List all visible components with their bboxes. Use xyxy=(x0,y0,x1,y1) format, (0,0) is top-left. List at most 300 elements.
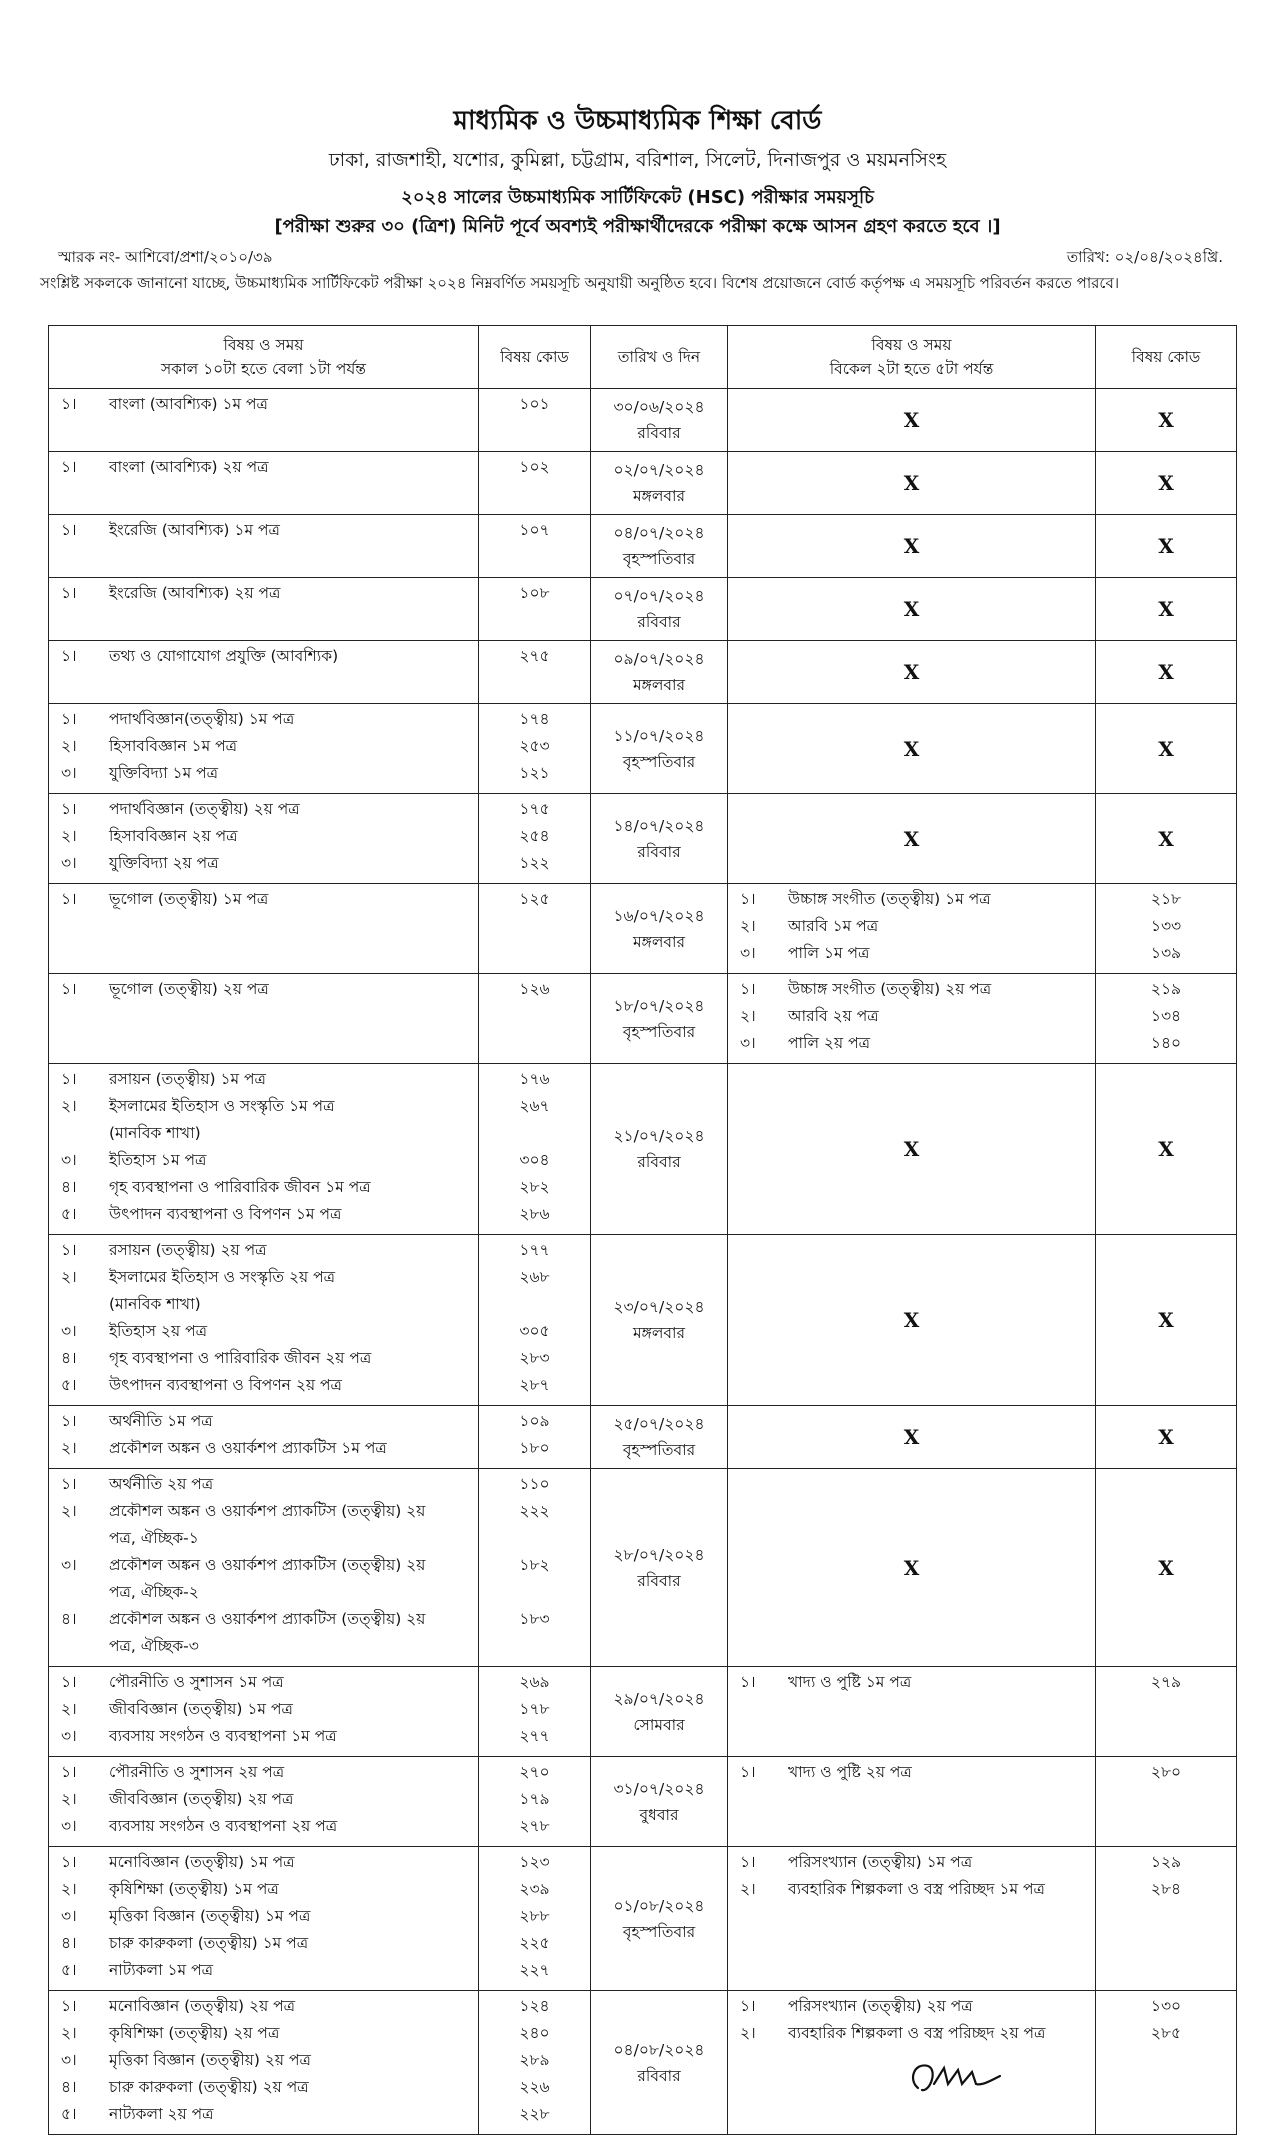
subject-name: জীববিজ্ঞান (তত্ত্বীয়) ২য় পত্র xyxy=(109,1790,294,1808)
morning-codes-cell xyxy=(479,794,591,884)
subject-item xyxy=(732,1030,1091,1057)
subject-code: ২২২ xyxy=(519,1502,550,1520)
code2-header: বিষয় কোড xyxy=(1096,326,1237,389)
subject-item xyxy=(53,1291,474,1318)
morning-subjects-cell xyxy=(49,641,479,704)
subject-item xyxy=(53,1264,474,1291)
exam-day: মঙ্গলবার xyxy=(632,932,686,951)
subject-item xyxy=(732,1759,1091,1786)
subject-name: জীববিজ্ঞান (তত্ত্বীয়) ১ম পত্র xyxy=(109,1700,293,1718)
afternoon-codes-cell xyxy=(1096,1757,1237,1847)
subject-code: ১৪০ xyxy=(1150,1034,1182,1052)
subject-code: ২১৯ xyxy=(1150,980,1182,998)
exam-day: সোমবার xyxy=(633,1715,685,1734)
item-number: ৫। xyxy=(61,1205,77,1223)
subject-name: ইসলামের ইতিহাস ও সংস্কৃতি ২য় পত্র xyxy=(109,1268,336,1286)
exam-day: বৃহস্পতিবার xyxy=(622,550,696,568)
exam-date: ০৪/০৭/২০২৪ xyxy=(613,524,705,542)
exam-date: ২৫/০৭/২০২৪ xyxy=(613,1415,705,1433)
afternoon-code-none-mark: X xyxy=(1096,452,1237,515)
subject-name: আরবি ১ম পত্র xyxy=(788,917,879,935)
afternoon-none-mark: X xyxy=(728,641,1096,704)
subject-item xyxy=(53,1930,474,1957)
item-number xyxy=(53,1525,109,1552)
item-number xyxy=(53,1120,109,1147)
date-header: তারিখ ও দিন xyxy=(591,326,728,389)
subject-item xyxy=(53,1759,474,1786)
exam-day: রবিবার xyxy=(637,424,681,442)
subject-name: মনোবিজ্ঞান (তত্ত্বীয়) ১ম পত্র xyxy=(109,1853,295,1871)
date-cell xyxy=(591,641,728,704)
exam-date: ০৯/০৭/২০২৪ xyxy=(613,650,705,668)
afternoon-subjects-cell xyxy=(728,1667,1096,1757)
morning-codes-cell xyxy=(479,1406,591,1469)
subject-name: পদার্থবিজ্ঞান (তত্ত্বীয়) ২য় পত্র xyxy=(109,800,300,818)
subject-item xyxy=(53,1174,474,1201)
subject-name: পৌরনীতি ও সুশাসন ১ম পত্র xyxy=(109,1673,284,1691)
morning-subjects-cell xyxy=(49,1757,479,1847)
afternoon-header xyxy=(728,326,1096,389)
subject-code: ২৩৯ xyxy=(519,1880,550,1898)
subject-code: ১৭৮ xyxy=(519,1700,550,1718)
subject-code: ১৮৩ xyxy=(519,1610,550,1628)
item-number: ২। xyxy=(61,1790,77,1808)
date-cell xyxy=(591,389,728,452)
table-row xyxy=(49,452,1237,515)
afternoon-none-mark: X xyxy=(728,452,1096,515)
subject-name: পালি ১ম পত্র xyxy=(788,944,870,962)
afternoon-none-mark: X xyxy=(728,794,1096,884)
subject-item xyxy=(53,1957,474,1984)
item-number: ২। xyxy=(61,737,77,755)
subject-code: ১১০ xyxy=(519,1475,550,1493)
item-number: ২। xyxy=(61,827,77,845)
exam-day: রবিবার xyxy=(637,842,681,861)
date-cell xyxy=(591,884,728,974)
subject-code: ১০৭ xyxy=(519,521,550,539)
subject-code: ২৭৫ xyxy=(519,647,550,665)
subject-code: ১৩৩ xyxy=(1150,917,1182,935)
intro-paragraph: সংশ্লিষ্ট সকলকে জানানো যাচ্ছে, উচ্চমাধ্যমিক সার্টিফিকেট পরীক্ষা ২০২৪ নিম্নবর্ণিত সময়সূচি অনুযায়ী অনুষ্ঠিত হবে। বিশেষ প্রয়োজনে বোর্ড কর্তৃপক্ষ এ সময়সূচি পরিবর্তন করতে পারবে। xyxy=(40,274,1120,292)
afternoon-code-none-mark: X xyxy=(1096,389,1237,452)
morning-subjects-cell xyxy=(49,1064,479,1235)
item-number xyxy=(53,1291,109,1318)
subject-item xyxy=(53,1471,474,1498)
subject-name: প্রকৌশল অঙ্কন ও ওয়ার্কশপ প্র্যাকটিস (তত্ত্বীয়) ২য় xyxy=(109,1556,426,1574)
item-number: ২। xyxy=(740,917,756,935)
subject-code: ১২৬ xyxy=(519,980,550,998)
morning-codes-cell xyxy=(479,1847,591,1991)
item-number: ৩। xyxy=(61,1322,77,1340)
subject-item xyxy=(732,1849,1091,1876)
subject-name: হিসাববিজ্ঞান ২য় পত্র xyxy=(109,827,238,845)
exam-day: রবিবার xyxy=(637,1571,681,1590)
exam-date: ২৯/০৭/২০২৪ xyxy=(613,1689,705,1708)
subject-item xyxy=(53,1606,474,1633)
date-cell xyxy=(591,1667,728,1757)
subject-name: ইংরেজি (আবশ্যিক) ২য় পত্র xyxy=(109,584,281,602)
morning-subjects-cell xyxy=(49,1667,479,1757)
subject-code: ২২৭ xyxy=(519,1961,550,1979)
subject-item xyxy=(53,454,474,481)
afternoon-none-mark: X xyxy=(728,515,1096,578)
subject-code: ২২৬ xyxy=(519,2078,550,2096)
exam-date: ৩০/০৬/২০২৪ xyxy=(613,398,705,416)
afternoon-codes-cell xyxy=(1096,884,1237,974)
subject-item xyxy=(53,580,474,607)
subject-code: ২৫৪ xyxy=(519,827,550,845)
subject-item xyxy=(53,2101,474,2128)
afternoon-codes-cell xyxy=(1096,1667,1237,1757)
subject-code: ১৭৫ xyxy=(519,800,550,818)
exam-day: রবিবার xyxy=(637,2066,681,2085)
item-number: ৩। xyxy=(61,1556,77,1574)
item-number: ১। xyxy=(61,980,77,998)
exam-date: ২৩/০৭/২০২৪ xyxy=(613,1298,705,1316)
subject-code: ২৮০ xyxy=(1150,1763,1182,1781)
schedule-table xyxy=(48,325,1237,2135)
subject-code: ২৫৩ xyxy=(519,737,550,755)
subject-code: ১২২ xyxy=(519,854,550,872)
exam-day: বৃহস্পতিবার xyxy=(622,752,696,771)
exam-date: ২১/০৭/২০২৪ xyxy=(613,1127,705,1145)
subject-item xyxy=(53,1525,474,1552)
date-cell xyxy=(591,794,728,884)
morning-codes-cell xyxy=(479,1757,591,1847)
subject-name: প্রকৌশল অঙ্কন ও ওয়ার্কশপ প্র্যাকটিস (তত্ত্বীয়) ২য় xyxy=(109,1610,426,1628)
exam-date: ১৬/০৭/২০২৪ xyxy=(613,906,705,925)
subject-name: মৃত্তিকা বিজ্ঞান (তত্ত্বীয়) ১ম পত্র xyxy=(109,1907,311,1925)
afternoon-code-none-mark: X xyxy=(1096,794,1237,884)
table-row xyxy=(49,578,1237,641)
subject-code: ১২৩ xyxy=(519,1853,550,1871)
subject-name: উৎপাদন ব্যবস্থাপনা ও বিপণন ১ম পত্র xyxy=(109,1205,342,1223)
subject-name: উচ্চাঙ্গ সংগীত (তত্ত্বীয়) ২য় পত্র xyxy=(788,980,992,998)
exam-date: ১৪/০৭/২০২৪ xyxy=(613,816,705,835)
subject-code xyxy=(483,1525,586,1552)
item-number: ৩। xyxy=(61,764,77,782)
subject-item xyxy=(53,1723,474,1750)
subject-item xyxy=(53,517,474,544)
subject-code: ২৮৫ xyxy=(1150,2024,1182,2042)
memo-date: তারিখ: ০২/০৪/২০২৪খ্রি. xyxy=(1066,248,1223,266)
morning-subjects-cell xyxy=(49,452,479,515)
afternoon-none-mark: X xyxy=(728,1235,1096,1406)
item-number: ২। xyxy=(61,2024,77,2042)
subject-name: বাংলা (আবশ্যিক) ১ম পত্র xyxy=(109,395,268,413)
exam-title: ২০২৪ সালের উচ্চমাধ্যমিক সার্টিফিকেট (HSC) পরীক্ষার সময়সূচি xyxy=(401,187,874,208)
item-number: ৩। xyxy=(61,1727,77,1745)
exam-day: বৃহস্পতিবার xyxy=(622,1022,696,1041)
date-cell xyxy=(591,1469,728,1667)
subject-item xyxy=(53,796,474,823)
item-number: ২। xyxy=(740,2024,756,2042)
date-cell xyxy=(591,704,728,794)
morning-subjects-cell xyxy=(49,515,479,578)
item-number: ১। xyxy=(740,1997,756,2015)
item-number: ২। xyxy=(61,1097,77,1115)
item-number: ১। xyxy=(61,521,77,539)
subject-name: খাদ্য ও পুষ্টি ২য় পত্র xyxy=(788,1763,912,1781)
afternoon-code-none-mark: X xyxy=(1096,578,1237,641)
morning-subjects-cell xyxy=(49,1847,479,1991)
subject-code: ২৪০ xyxy=(519,2024,550,2042)
morning-codes-cell xyxy=(479,884,591,974)
date-cell xyxy=(591,1991,728,2135)
exam-day: বুধবার xyxy=(639,1805,679,1824)
item-number xyxy=(53,1633,109,1660)
table-row xyxy=(49,1757,1237,1847)
subject-item xyxy=(732,1003,1091,1030)
table-row xyxy=(49,794,1237,884)
item-number: ১। xyxy=(61,1412,77,1430)
exam-day: বৃহস্পতিবার xyxy=(622,1922,696,1941)
subject-name: গৃহ ব্যবস্থাপনা ও পারিবারিক জীবন ২য় পত্র xyxy=(109,1349,372,1367)
subject-name: প্রকৌশল অঙ্কন ও ওয়ার্কশপ প্র্যাকটিস ১ম পত্র xyxy=(109,1439,387,1457)
morning-codes-cell xyxy=(479,389,591,452)
subject-item xyxy=(732,886,1091,913)
subject-code: ২৮৭ xyxy=(519,1376,550,1394)
date-cell xyxy=(591,1757,728,1847)
subject-item xyxy=(53,2020,474,2047)
item-number: ৪। xyxy=(61,1934,77,1952)
subject-name: পরিসংখ্যান (তত্ত্বীয়) ২য় পত্র xyxy=(788,1997,973,2015)
subject-name: যুক্তিবিদ্যা ১ম পত্র xyxy=(109,764,219,782)
subject-code: ৩০৪ xyxy=(519,1151,550,1169)
morning-codes-cell xyxy=(479,452,591,515)
subject-item xyxy=(53,1120,474,1147)
subject-name: কৃষিশিক্ষা (তত্ত্বীয়) ১ম পত্র xyxy=(109,1880,279,1898)
exam-date: ১৮/০৭/২০২৪ xyxy=(613,996,705,1015)
item-number: ২। xyxy=(61,1439,77,1457)
subject-code: ১৩০ xyxy=(1150,1997,1182,2015)
afternoon-code-none-mark: X xyxy=(1096,641,1237,704)
morning-subjects-cell xyxy=(49,578,479,641)
morning-codes-cell xyxy=(479,704,591,794)
morning-codes-cell xyxy=(479,578,591,641)
afternoon-subjects-cell xyxy=(728,974,1096,1064)
item-number: ১। xyxy=(740,890,756,908)
exam-date: ৩১/০৭/২০২৪ xyxy=(613,1779,705,1798)
table-row xyxy=(49,1406,1237,1469)
subject-name: ব্যবহারিক শিল্পকলা ও বস্ত্র পরিচ্ছদ ১ম পত্র xyxy=(788,1880,1045,1898)
item-number: ১। xyxy=(61,1997,77,2015)
item-number: ৩। xyxy=(61,2051,77,2069)
subject-item xyxy=(53,1696,474,1723)
subject-item xyxy=(732,2020,1091,2047)
subject-item xyxy=(53,1372,474,1399)
date-cell xyxy=(591,974,728,1064)
afternoon-code-none-mark: X xyxy=(1096,1235,1237,1406)
table-row xyxy=(49,1064,1237,1235)
subject-item xyxy=(53,1345,474,1372)
subject-name: ইসলামের ইতিহাস ও সংস্কৃতি ১ম পত্র xyxy=(109,1097,335,1115)
subject-name: মনোবিজ্ঞান (তত্ত্বীয়) ২য় পত্র xyxy=(109,1997,296,2015)
subject-code: ২৮৬ xyxy=(519,1205,550,1223)
afternoon-code-none-mark: X xyxy=(1096,1469,1237,1667)
exam-day: মঙ্গলবার xyxy=(632,676,686,694)
morning-codes-cell xyxy=(479,1064,591,1235)
afternoon-code-none-mark: X xyxy=(1096,1064,1237,1235)
subject-name: প্রকৌশল অঙ্কন ও ওয়ার্কশপ প্র্যাকটিস (তত্ত্বীয়) ২য় xyxy=(109,1502,426,1520)
item-number: ২। xyxy=(61,1268,77,1286)
subject-item xyxy=(53,1147,474,1174)
subject-code: ১০১ xyxy=(519,395,550,413)
subject-code: ১০২ xyxy=(519,458,550,476)
memo-reference: স্মারক নং- আশিবো/প্রশা/২০১০/৩৯ xyxy=(58,248,273,266)
item-number: ১। xyxy=(61,800,77,818)
exam-date: ০৪/০৮/২০২৪ xyxy=(613,2040,705,2059)
subject-item xyxy=(53,1498,474,1525)
morning-subjects-cell xyxy=(49,704,479,794)
subject-code: ১৩৪ xyxy=(1150,1007,1182,1025)
subject-item xyxy=(53,1237,474,1264)
morning-subjects-cell xyxy=(49,1469,479,1667)
subject-name: মৃত্তিকা বিজ্ঞান (তত্ত্বীয়) ২য় পত্র xyxy=(109,2051,311,2069)
item-number: ১। xyxy=(61,710,77,728)
afternoon-codes-cell xyxy=(1096,1847,1237,1991)
morning-header-line1: বিষয় ও সময় xyxy=(223,336,304,354)
afternoon-none-mark: X xyxy=(728,1064,1096,1235)
exam-date: ১১/০৭/২০২৪ xyxy=(613,726,705,745)
subject-code xyxy=(483,1633,586,1660)
afternoon-none-mark: X xyxy=(728,1469,1096,1667)
subject-name: অর্থনীতি ১ম পত্র xyxy=(109,1412,213,1430)
subject-code: ৩০৫ xyxy=(519,1322,550,1340)
subject-code: ২২৮ xyxy=(519,2105,550,2123)
subject-name: বাংলা (আবশ্যিক) ২য় পত্র xyxy=(109,458,269,476)
subject-code: ২৮৮ xyxy=(519,1907,550,1925)
subject-code: ১২৪ xyxy=(519,1997,550,2015)
schedule-body xyxy=(49,389,1237,2135)
item-number: ১। xyxy=(61,1475,77,1493)
subject-item xyxy=(53,1849,474,1876)
item-number xyxy=(53,1579,109,1606)
subject-item xyxy=(53,1093,474,1120)
subject-name: ইংরেজি (আবশ্যিক) ১ম পত্র xyxy=(109,521,280,539)
subject-item xyxy=(53,886,474,913)
subject-name: ইতিহাস ২য় পত্র xyxy=(109,1322,207,1340)
item-number: ১। xyxy=(61,1763,77,1781)
subject-code: ২১৮ xyxy=(1150,890,1182,908)
subject-name: ব্যবসায় সংগঠন ও ব্যবস্থাপনা ২য় পত্র xyxy=(109,1817,338,1835)
morning-codes-cell xyxy=(479,1469,591,1667)
morning-subjects-cell xyxy=(49,884,479,974)
subject-name: (মানবিক শাখা) xyxy=(109,1295,201,1313)
date-cell xyxy=(591,1064,728,1235)
subject-code: ১৭৬ xyxy=(519,1070,550,1088)
subject-code: ২৬৭ xyxy=(519,1097,550,1115)
subject-name: চারু কারুকলা (তত্ত্বীয়) ১ম পত্র xyxy=(109,1934,309,1952)
exam-date: ০১/০৮/২০২৪ xyxy=(613,1896,705,1915)
exam-day: মঙ্গলবার xyxy=(632,487,686,505)
subject-name: রসায়ন (তত্ত্বীয়) ২য় পত্র xyxy=(109,1241,267,1259)
subject-item xyxy=(53,1408,474,1435)
subject-name: নাট্যকলা ১ম পত্র xyxy=(109,1961,214,1979)
subject-item xyxy=(53,1579,474,1606)
exam-instruction: [পরীক্ষা শুরুর ৩০ (ত্রিশ) মিনিট পূর্বে অবশ্যই পরীক্ষার্থীদেরকে পরীক্ষা কক্ষে আসন গ্রহণ করতে হবে ।] xyxy=(274,216,1001,237)
subject-code: ১৭৭ xyxy=(519,1241,550,1259)
subject-name: গৃহ ব্যবস্থাপনা ও পারিবারিক জীবন ১ম পত্র xyxy=(109,1178,371,1196)
afternoon-subjects-cell xyxy=(728,1847,1096,1991)
exam-date: ০৭/০৭/২০২৪ xyxy=(613,587,705,605)
item-number: ৪। xyxy=(61,1178,77,1196)
boards-list: ঢাকা, রাজশাহী, যশোর, কুমিল্লা, চট্টগ্রাম, বরিশাল, সিলেট, দিনাজপুর ও ময়মনসিংহ xyxy=(328,149,947,171)
table-row xyxy=(49,515,1237,578)
subject-item xyxy=(53,1903,474,1930)
afternoon-none-mark: X xyxy=(728,704,1096,794)
morning-subjects-cell xyxy=(49,1235,479,1406)
subject-code xyxy=(483,1120,586,1147)
item-number: ২। xyxy=(61,1502,77,1520)
item-number: ৩। xyxy=(740,1034,756,1052)
morning-subjects-cell xyxy=(49,1406,479,1469)
subject-item xyxy=(53,1318,474,1345)
morning-subjects-cell xyxy=(49,794,479,884)
morning-codes-cell xyxy=(479,641,591,704)
subject-name: উৎপাদন ব্যবস্থাপনা ও বিপণন ২য় পত্র xyxy=(109,1376,342,1394)
subject-name: রসায়ন (তত্ত্বীয়) ১ম পত্র xyxy=(109,1070,266,1088)
date-cell xyxy=(591,452,728,515)
item-number: ১। xyxy=(740,1853,756,1871)
item-number: ৫। xyxy=(61,1376,77,1394)
table-row xyxy=(49,884,1237,974)
subject-name: ভূগোল (তত্ত্বীয়) ১ম পত্র xyxy=(109,890,269,908)
item-number: ১। xyxy=(61,395,77,413)
subject-name: পরিসংখ্যান (তত্ত্বীয়) ১ম পত্র xyxy=(788,1853,973,1871)
item-number: ১। xyxy=(61,1241,77,1259)
item-number: ৩। xyxy=(740,944,756,962)
subject-item xyxy=(53,733,474,760)
subject-name: পত্র, ঐচ্ছিক-৩ xyxy=(109,1637,199,1655)
subject-code: ১৭৯ xyxy=(519,1790,550,1808)
item-number: ৪। xyxy=(61,2078,77,2096)
afternoon-header-line2: বিকেল ২টা হতে ৫টা পর্যন্ত xyxy=(829,360,994,378)
subject-item xyxy=(732,1993,1091,2020)
subject-item xyxy=(53,391,474,418)
subject-item xyxy=(53,1786,474,1813)
subject-code: ১৮২ xyxy=(519,1556,550,1574)
subject-item xyxy=(53,760,474,787)
subject-name: নাট্যকলা ২য় পত্র xyxy=(109,2105,214,2123)
afternoon-code-none-mark: X xyxy=(1096,515,1237,578)
subject-code: ২৮৪ xyxy=(1150,1880,1182,1898)
subject-name: পত্র, ঐচ্ছিক-১ xyxy=(109,1529,199,1547)
subject-item xyxy=(53,1201,474,1228)
item-number: ২। xyxy=(740,1880,756,1898)
subject-name: (মানবিক শাখা) xyxy=(109,1124,201,1142)
subject-item xyxy=(53,1993,474,2020)
item-number: ৩। xyxy=(61,854,77,872)
item-number: ১। xyxy=(61,458,77,476)
code-header: বিষয় কোড xyxy=(479,326,591,389)
subject-name: ইতিহাস ১ম পত্র xyxy=(109,1151,207,1169)
item-number: ১। xyxy=(61,1853,77,1871)
date-cell xyxy=(591,1235,728,1406)
subject-name: হিসাববিজ্ঞান ১ম পত্র xyxy=(109,737,238,755)
subject-code: ১০৮ xyxy=(519,584,550,602)
item-number: ১। xyxy=(740,1763,756,1781)
item-number: ১। xyxy=(61,890,77,908)
subject-item xyxy=(53,1813,474,1840)
subject-code: ১০৯ xyxy=(519,1412,550,1430)
subject-code: ১২৫ xyxy=(519,890,550,908)
subject-code: ২৮২ xyxy=(519,1178,550,1196)
subject-item xyxy=(53,976,474,1003)
table-row xyxy=(49,641,1237,704)
date-cell xyxy=(591,515,728,578)
afternoon-none-mark: X xyxy=(728,389,1096,452)
